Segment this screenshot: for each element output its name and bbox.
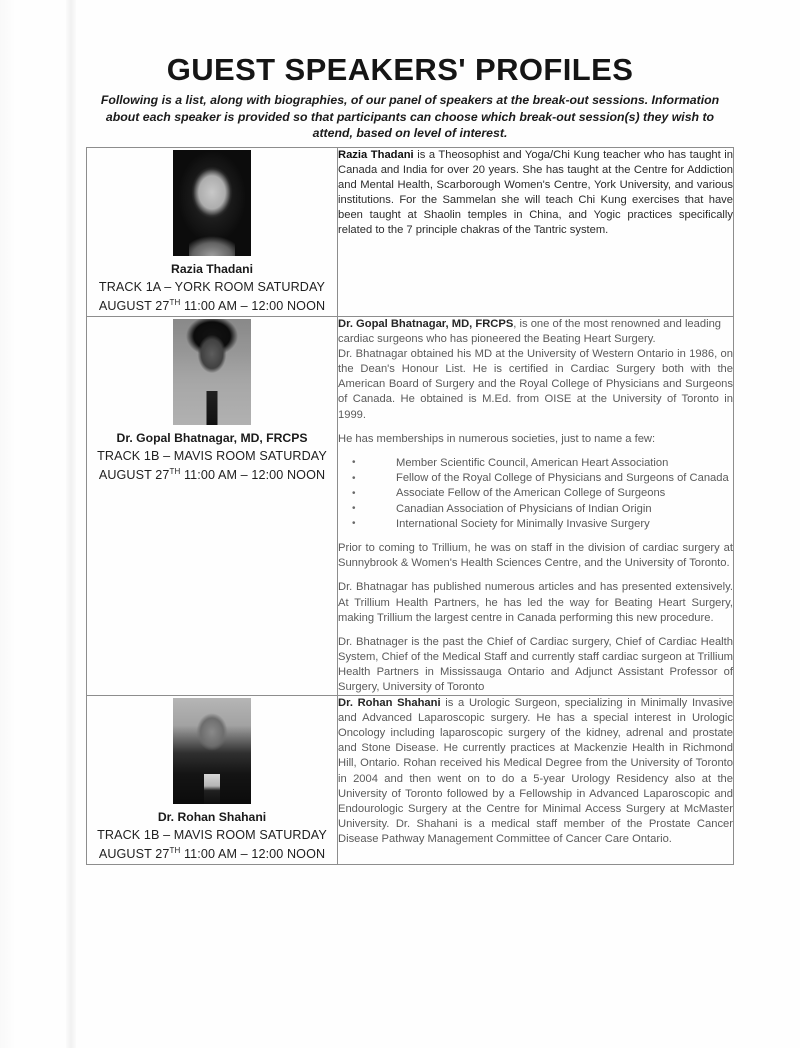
track-date-prefix: AUGUST 27 bbox=[98, 468, 170, 482]
page-title: GUEST SPEAKERS' PROFILES bbox=[166, 52, 634, 87]
speaker-photo-wrapper bbox=[87, 150, 337, 256]
scan-fold-line bbox=[66, 0, 76, 1048]
portrait-gopal-bhatnagar bbox=[173, 319, 251, 425]
bio-lead-name: Dr. Gopal Bhatnagar, MD, FRCPS bbox=[338, 318, 514, 330]
speaker-bio-cell bbox=[338, 696, 734, 865]
list-item: • Member Scientific Council, American Heart Association bbox=[338, 456, 733, 471]
portrait-rohan-shahani bbox=[173, 698, 251, 804]
track-time: 11:00 AM – 12:00 NOON bbox=[183, 468, 326, 482]
speakers-table bbox=[86, 147, 734, 865]
speaker-bio bbox=[338, 148, 733, 239]
track-date-prefix: AUGUST 27 bbox=[98, 847, 170, 862]
table-row bbox=[87, 696, 734, 865]
speaker-track-datetime bbox=[87, 845, 337, 864]
table-row bbox=[87, 317, 734, 696]
portrait-razia-thadani bbox=[173, 150, 251, 256]
speaker-info-cell bbox=[87, 696, 338, 865]
speaker-bio-intro bbox=[338, 317, 733, 347]
track-time: 11:00 AM – 12:00 NOON bbox=[183, 847, 326, 862]
track-time: 11:00 AM – 12:00 NOON bbox=[183, 299, 326, 313]
speaker-name: Dr. Rohan Shahani bbox=[157, 810, 267, 825]
bio-lead-name: Razia Thadani bbox=[338, 149, 414, 161]
speaker-photo-wrapper bbox=[87, 319, 337, 425]
speaker-bio-publications: Dr. Bhatnagar has published numerous articles and has presented extensively. At Trillium Health Partners, he has led the way for Beating Heart Surgery, making Trillium the largest centre in Canada performing this new procedure. bbox=[338, 581, 733, 624]
bio-text: is a Theosophist and Yoga/Chi Kung teacher who has taught in Canada and India for over 20 years. She has taught at the Centre for Addiction and Mental Health, Scarborough Women's Centre, York University, and various institutions. For the Sammelan she will teach Chi Kung exercises that have been taught at Shaolin temples in China, and Yogic practices specifically related to the 7 principle chakras of the Tantric system. bbox=[338, 149, 733, 237]
speaker-info-cell bbox=[87, 148, 338, 317]
speaker-track-room: TRACK 1B – MAVIS ROOM SATURDAY bbox=[97, 828, 327, 843]
speaker-photo-wrapper bbox=[87, 698, 337, 804]
speaker-bio-cell bbox=[338, 317, 734, 696]
track-date-ordinal: TH bbox=[169, 845, 181, 855]
list-item: • Associate Fellow of the American College of Surgeons bbox=[338, 486, 733, 501]
track-date-prefix: AUGUST 27 bbox=[98, 299, 170, 313]
intro-paragraph: Following is a list, along with biographies, of our panel of speakers at the break-out sessions. Information about each speaker is provided so that participants can choose which break-out session(s) they wish to attend, based on level of interest. bbox=[100, 93, 720, 140]
speaker-bio-memberships-lead: He has memberships in numerous societies, just to name a few: bbox=[338, 432, 656, 445]
list-item: • Fellow of the Royal College of Physicians and Surgeons of Canada bbox=[338, 471, 733, 486]
track-date-ordinal: TH bbox=[169, 297, 181, 307]
speaker-track-room: TRACK 1B – MAVIS ROOM SATURDAY bbox=[97, 449, 327, 463]
speaker-name: Dr. Gopal Bhatnagar, MD, FRCPS bbox=[116, 431, 308, 445]
speaker-bio-current-roles: Dr. Bhatnager is the past the Chief of Cardiac surgery, Chief of Cardiac Health System, Chief of the Medical Staff and currently staff cardiac surgeon at Trillium Health Partners in Mississauga Ontario and Adjunct Assistant Professor of Surgery, University of Toronto bbox=[338, 635, 733, 693]
bio-lead-name: Dr. Rohan Shahani bbox=[338, 697, 441, 710]
scan-edge-shadow bbox=[0, 0, 16, 1048]
speaker-bio-cell bbox=[338, 148, 734, 317]
speaker-name: Razia Thadani bbox=[171, 262, 253, 276]
speaker-bio-education: Dr. Bhatnagar obtained his MD at the University of Western Ontario in 1986, on the Dean's Honour List. He is certified in Cardiac Surgery both with the American Board of Surgery and the Royal College of Physicians and Surgeons of Canada. He obtained is M.Ed. from OISE at the University of Toronto in 1999. bbox=[338, 348, 733, 421]
track-date-ordinal: TH bbox=[169, 466, 181, 476]
speaker-track-datetime bbox=[87, 466, 337, 485]
bio-text: , is one of the most renowned and leading cardiac surgeons who has pioneered the Beating Heart Surgery. bbox=[338, 318, 722, 346]
speaker-track-datetime bbox=[87, 297, 337, 316]
list-item: • Canadian Association of Physicians of Indian Origin bbox=[338, 502, 733, 517]
speaker-bio-prior-roles: Prior to coming to Trillium, he was on staff in the division of cardiac surgery at Sunnybrook & Women's Health Sciences Centre, and the University of Toronto. bbox=[338, 542, 733, 570]
list-item: • International Society for Minimally Invasive Surgery bbox=[338, 517, 733, 532]
bio-text: is a Urologic Surgeon, specializing in Minimally Invasive and Advanced Laparoscopic surgery. He has a special interest in Urologic Oncology including laparoscopic surgery of the kidney, adrenal and prostate and Stone Disease. He currently practices at Mackenzie Health in Richmond Hill, Ontario. Rohan received his Medical Degree from the University of Toronto in 2004 and then went on to do a 5-year Urology Residency also at the University of Toronto followed by a Fellowship in Advanced Laparoscopic and Endourologic Surgery at the Centre for Minimal Access Surgery at McMaster University. Dr. Shahani is a medical staff member of the Prostate Cancer Disease Pathway Management Committee of Cancer Care Ontario. bbox=[338, 697, 733, 845]
speaker-bio bbox=[338, 696, 733, 847]
table-row bbox=[87, 148, 734, 317]
speaker-info-cell bbox=[87, 317, 338, 696]
memberships-list bbox=[338, 456, 733, 532]
speaker-track-room: TRACK 1A – YORK ROOM SATURDAY bbox=[98, 280, 326, 294]
